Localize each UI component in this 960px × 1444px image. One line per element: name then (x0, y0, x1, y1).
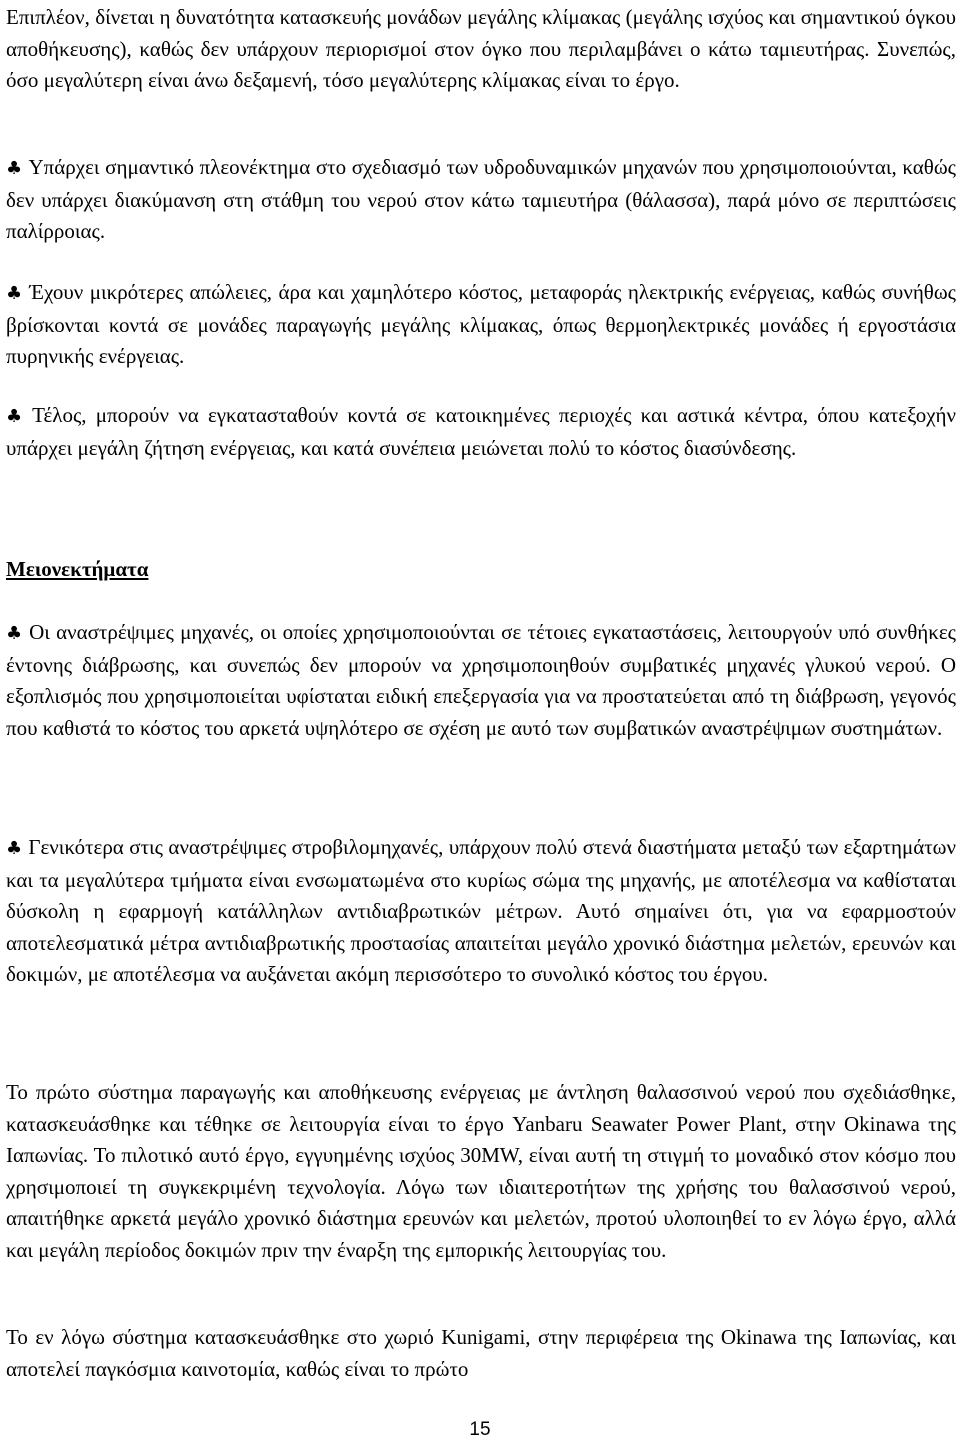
paragraph-kunigami: Το εν λόγω σύστημα κατασκευάσθηκε στο χωριό Kunigami, στην περιφέρεια της Okinawa της Ιαπωνίας, και αποτελεί παγκόσμια καινοτομία, καθώς είναι το πρώτο (6, 1325, 956, 1381)
bullet-item-5 (6, 832, 956, 991)
bullet-item-4 (6, 617, 956, 744)
bullet-item-5-text: Γενικότερα στις αναστρέψιμες στροβιλομηχανές, υπάρχουν πολύ στενά διαστήματα μεταξύ των εξαρτημάτων και τα μεγαλύτερα τμήματα είναι ενσωματωμένα στο κυρίως σώμα της μηχανής, με αποτέλεσμα να καθίσταται δύσκολη η εφαρμογή κατάλληλων αντιδιαβρωτικών μέτρων. Αυτό σημαίνει ότι, για να εφαρμοστούν αποτελεσματικά μέτρα αντιδιαβρωτικής προστασίας απαιτείται μεγάλο χρονικό διάστημα μελετών, ερευνών και δοκιμών, με αποτέλεσμα να αυξάνεται ακόμη περισσότερο το συνολικό κόστος του έργου. (6, 835, 956, 986)
club-bullet-icon: ♣ (6, 158, 23, 179)
bullet-item-2 (6, 277, 956, 373)
bullet-item-1 (6, 152, 956, 248)
section-heading: Μειονεκτήματα (6, 557, 149, 581)
bullet-item-3 (6, 400, 956, 464)
page-number: 15 (469, 1419, 491, 1440)
club-bullet-icon: ♣ (6, 406, 27, 427)
club-bullet-icon: ♣ (6, 623, 24, 644)
club-bullet-icon: ♣ (6, 283, 24, 304)
bullet-item-2-text: Έχουν μικρότερες απώλειες, άρα και χαμηλότερο κόστος, μεταφοράς ηλεκτρικής ενέργειας, καθώς συνήθως βρίσκονται κοντά σε μονάδες παραγωγής μεγάλης κλίμακας, όπως θερμοηλεκτρικές μονάδες ή εργοστάσια πυρηνικής ενέργειας. (6, 280, 956, 368)
bullet-item-1-text: Υπάρχει σημαντικό πλεονέκτημα στο σχεδιασμό των υδροδυναμικών μηχανών που χρησιμοποιούνται, καθώς δεν υπάρχει διακύμανση στη στάθμη του νερού στον κάτω ταμιευτήρα (θάλασσα), παρά μόνο σε περιπτώσεις παλίρροιας. (6, 155, 956, 243)
paragraph-intro: Επιπλέον, δίνεται η δυνατότητα κατασκευής μονάδων μεγάλης κλίμακας (μεγάλης ισχύος και σημαντικού όγκου αποθήκευσης), καθώς δεν υπάρχουν περιορισμοί στον όγκο που περιλαμβάνει ο κάτω ταμιευτήρας. Συνεπώς, όσο μεγαλύτερη είναι άνω δεξαμενή, τόσο μεγαλύτερης κλίμακας είναι το έργο. (6, 5, 956, 92)
paragraph-yanbaru: Το πρώτο σύστημα παραγωγής και αποθήκευσης ενέργειας με άντληση θαλασσινού νερού που σχεδιάσθηκε, κατασκευάσθηκε και τέθηκε σε λειτουργία είναι το έργο Yanbaru Seawater Power Plant, στην Okinawa της Ιαπωνίας. Το πιλοτικό αυτό έργο, εγγυημένης ισχύος 30MW, είναι αυτή τη στιγμή το μοναδικό στον κόσμο που χρησιμοποιεί τη συγκεκριμένη τεχνολογία. Λόγω των ιδιαιτεροτήτων της χρήσης του θαλασσινού νερού, απαιτήθηκε αρκετά μεγάλο χρονικό διάστημα ερευνών και μελετών, προτού υλοποιηθεί το εν λόγω έργο, αλλά και μεγάλη περίοδος δοκιμών πριν την έναρξη της εμπορικής λειτουργίας του. (6, 1080, 956, 1262)
bullet-item-3-text: Τέλος, μπορούν να εγκατασταθούν κοντά σε κατοικημένες περιοχές και αστικά κέντρα, όπου κατεξοχήν υπάρχει μεγάλη ζήτηση ενέργειας, και κατά συνέπεια μειώνεται πολύ το κόστος διασύνδεσης. (6, 403, 956, 460)
club-bullet-icon: ♣ (6, 838, 23, 859)
bullet-item-4-text: Οι αναστρέψιμες μηχανές, οι οποίες χρησιμοποιούνται σε τέτοιες εγκαταστάσεις, λειτουργούν υπό συνθήκες έντονης διάβρωσης, και συνεπώς δεν μπορούν να χρησιμοποιηθούν συμβατικές μηχανές γλυκού νερού. Ο εξοπλισμός που χρησιμοποιείται υφίσταται ειδική επεξεργασία για να προστατεύεται από τη διάβρωση, γεγονός που καθιστά το κόστος του αρκετά υψηλότερο σε σχέση με αυτό των συμβατικών αναστρέψιμων συστημάτων. (6, 620, 956, 740)
